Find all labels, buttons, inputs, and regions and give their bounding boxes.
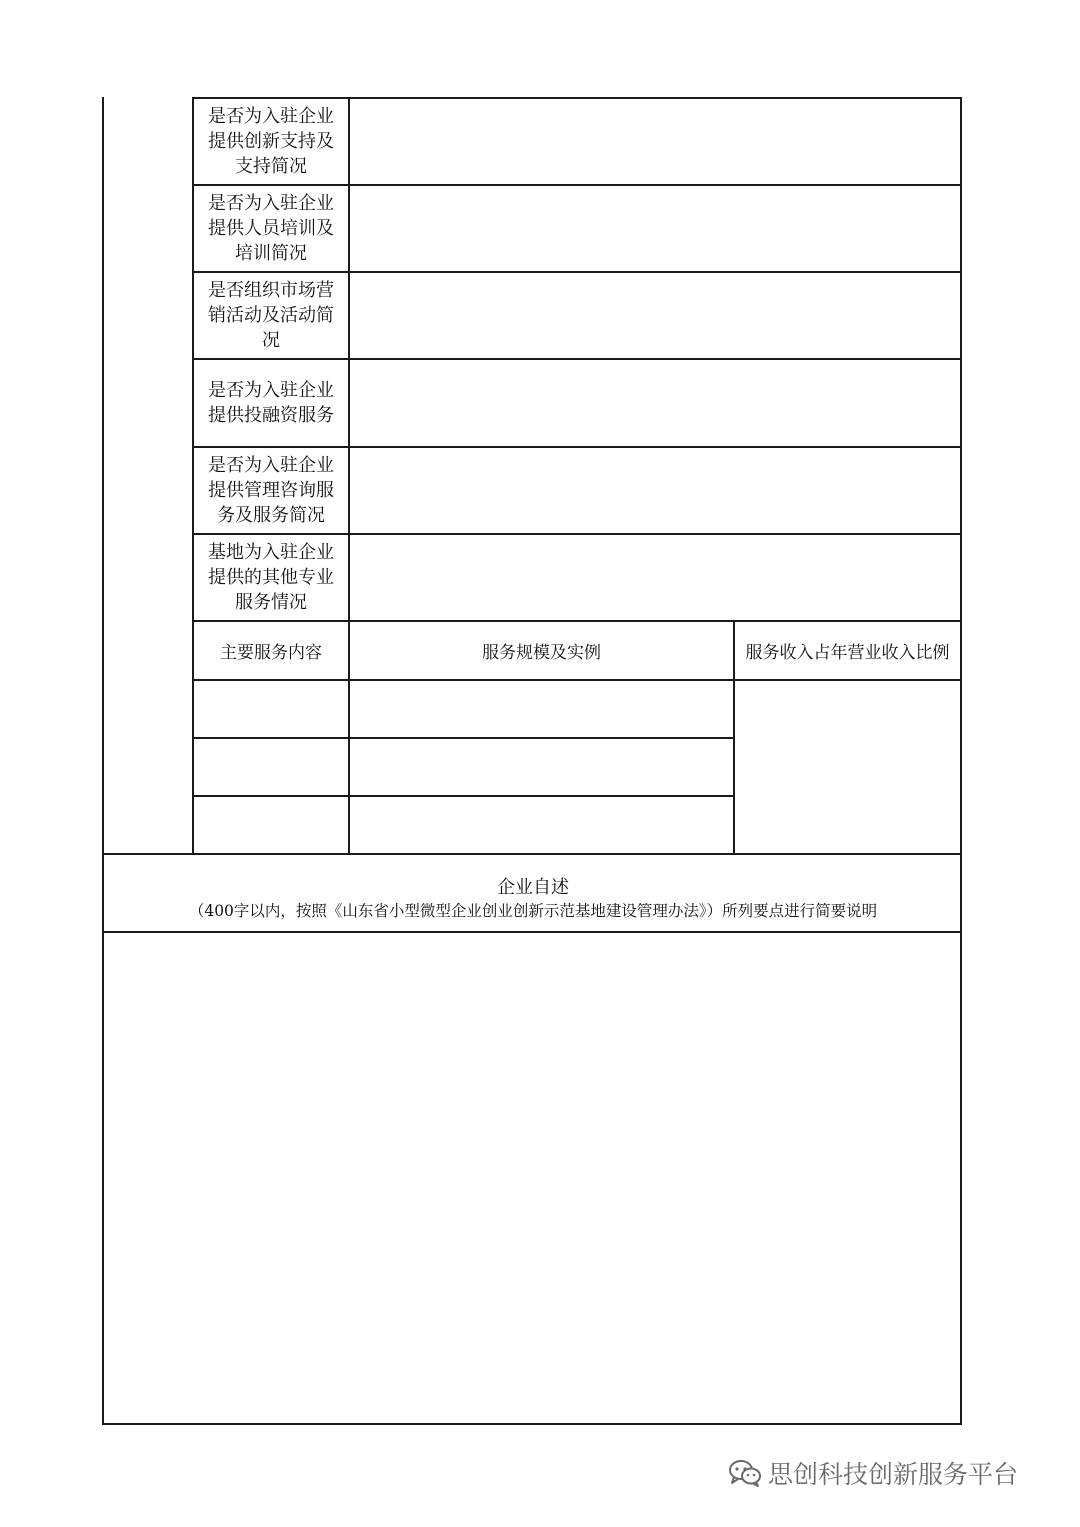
service-content-cell-3[interactable]: [194, 797, 348, 853]
row-label-staff-training: [194, 186, 348, 271]
answer-cell-marketing-activities[interactable]: [350, 273, 960, 358]
row-label-text: 是否组织市场营销活动及活动简况: [208, 280, 334, 351]
service-ratio-cell[interactable]: [735, 681, 960, 853]
row-label-financing-services: [194, 360, 348, 446]
watermark-text: 思创科技创新服务平台: [768, 1460, 1019, 1489]
service-scale-cell-3[interactable]: [350, 797, 733, 853]
wechat-icon: [728, 1458, 762, 1488]
row-label-text: 是否为入驻企业提供创新支持及支持简况: [208, 106, 334, 177]
answer-cell-innovation-support[interactable]: [350, 99, 960, 184]
row-label-text: 是否为入驻企业提供人员培训及培训简况: [208, 193, 334, 264]
self-statement-title: 企业自述: [497, 877, 569, 898]
self-statement-text-area[interactable]: [104, 933, 960, 1423]
answer-cell-staff-training[interactable]: [350, 186, 960, 271]
row-label-text: 是否为入驻企业提供管理咨询服务及服务简况: [208, 455, 334, 526]
row-label-other-services: [194, 535, 348, 620]
answer-cell-management-consulting[interactable]: [350, 448, 960, 533]
service-scale-cell-1[interactable]: [350, 681, 733, 737]
self-statement-note: （400字以内，按照《山东省小型微型企业创业创新示范基地建设管理办法》）所列要点进行简要说明: [188, 902, 878, 920]
row-label-innovation-support: [194, 99, 348, 184]
row-label-management-consulting: [194, 448, 348, 533]
answer-cell-financing-services[interactable]: [350, 360, 960, 446]
statement-top-border: [102, 853, 962, 855]
header-service-income-ratio: 服务收入占年营业收入比例: [745, 643, 950, 663]
row-label-text: 基地为入驻企业提供的其他专业服务情况: [208, 542, 334, 613]
header-main-service-content: 主要服务内容: [220, 643, 322, 663]
service-content-cell-1[interactable]: [194, 681, 348, 737]
row-label-text: 是否为入驻企业提供投融资服务: [208, 380, 334, 426]
answer-cell-other-services[interactable]: [350, 535, 960, 620]
outer-right-border: [960, 97, 962, 1425]
service-content-cell-2[interactable]: [194, 739, 348, 795]
service-scale-cell-2[interactable]: [350, 739, 733, 795]
header-service-scale: 服务规模及实例: [482, 643, 601, 663]
watermark: [728, 1455, 1018, 1491]
outer-bottom-border: [102, 1423, 962, 1425]
row-label-marketing-activities: [194, 273, 348, 358]
